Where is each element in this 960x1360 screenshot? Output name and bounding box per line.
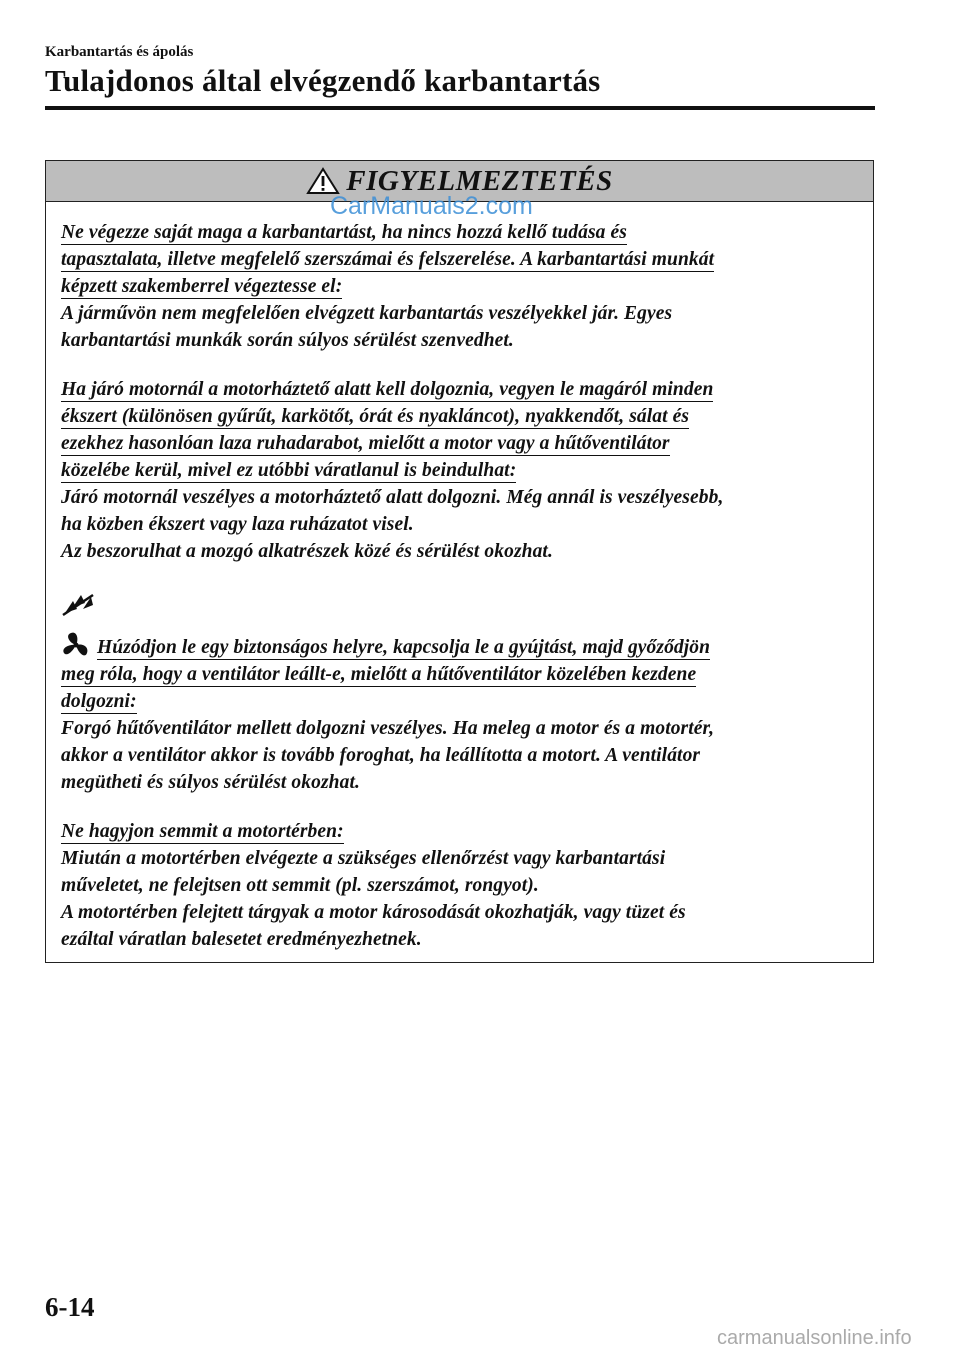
block2-line-7: Az beszorulhat a mozgó alkatrészek közé és sérülést okozhat. [61, 541, 553, 562]
block3-line-3: dolgozni: [61, 691, 137, 712]
page-title: Tulajdonos által elvégzendő karbantartás [45, 63, 601, 98]
block1-line-2: tapasztalata, illetve megfelelő szerszámai és felszerelése. A karbantartási munkát [61, 249, 715, 270]
block3-line-1: Húzódjon le egy biztonságos helyre, kapcsolja le a gyújtást, majd győződjön [61, 631, 861, 661]
warning-content [61, 219, 861, 953]
block4-line-5: ezáltal váratlan balesetet eredményezhetnek. [61, 929, 422, 950]
fan-icon [61, 631, 91, 659]
block2-line-3: ezekhez hasonlóan laza ruhadarabot, mielőtt a motor vagy a hűtőventilátor [61, 433, 670, 454]
fan-off-icon [61, 593, 95, 617]
block3-line-4: Forgó hűtőventilátor mellett dolgozni veszélyes. Ha meleg a motor és a motortér, [61, 718, 715, 739]
block3-line-6: megütheti és súlyos sérülést okozhat. [61, 772, 360, 793]
block4-line-1: Ne hagyjon semmit a motortérben: [61, 821, 344, 842]
block2-line-4: közelébe kerül, mivel ez utóbbi váratlanul is beindulhat: [61, 460, 517, 481]
warning-title: FIGYELMEZTETÉS [346, 164, 613, 197]
block1-line-3: képzett szakemberrel végeztesse el: [61, 276, 343, 297]
block2-line-1: Ha járó motornál a motorháztető alatt kell dolgoznia, vegyen le magáról minden [61, 379, 714, 400]
watermark: CarManuals2.com [330, 192, 533, 220]
block4-line-3: műveletet, ne felejtsen ott semmit (pl. szerszámot, rongyot). [61, 875, 539, 896]
section-label: Karbantartás és ápolás [45, 44, 194, 60]
block2-line-6: ha közben ékszert vagy laza ruházatot visel. [61, 514, 414, 535]
title-divider [45, 106, 875, 110]
block1-line-5: karbantartási munkák során súlyos sérülést szenvedhet. [61, 330, 514, 351]
block3-line-5: akkor a ventilátor akkor is tovább foroghat, ha leállította a motort. A ventilátor [61, 745, 701, 766]
warning-box [45, 160, 874, 963]
block3-line-2: meg róla, hogy a ventilátor leállt-e, mielőtt a hűtőventilátor közelében kezdene [61, 664, 697, 685]
warning-triangle-icon [306, 167, 340, 195]
block4-line-4: A motortérben felejtett tárgyak a motor károsodását okozhatják, vagy tüzet és [61, 902, 686, 923]
block2-line-5: Járó motornál veszélyes a motorháztető alatt dolgozni. Még annál is veszélyesebb, [61, 487, 724, 508]
footer-site: carmanualsonline.info [717, 1327, 912, 1349]
block1-line-1: Ne végezze saját maga a karbantartást, ha nincs hozzá kellő tudása és [61, 222, 627, 243]
page-number: 6-14 [45, 1292, 95, 1322]
block2-line-2: ékszert (különösen gyűrűt, karkötőt, órát és nyakláncot), nyakkendőt, sálat és [61, 406, 690, 427]
block4-line-2: Miután a motortérben elvégezte a szükséges ellenőrzést vagy karbantartási [61, 848, 666, 869]
fan-off-row [61, 593, 861, 615]
block1-line-4: A járművön nem megfelelően elvégzett karbantartás veszélyekkel jár. Egyes [61, 303, 673, 324]
